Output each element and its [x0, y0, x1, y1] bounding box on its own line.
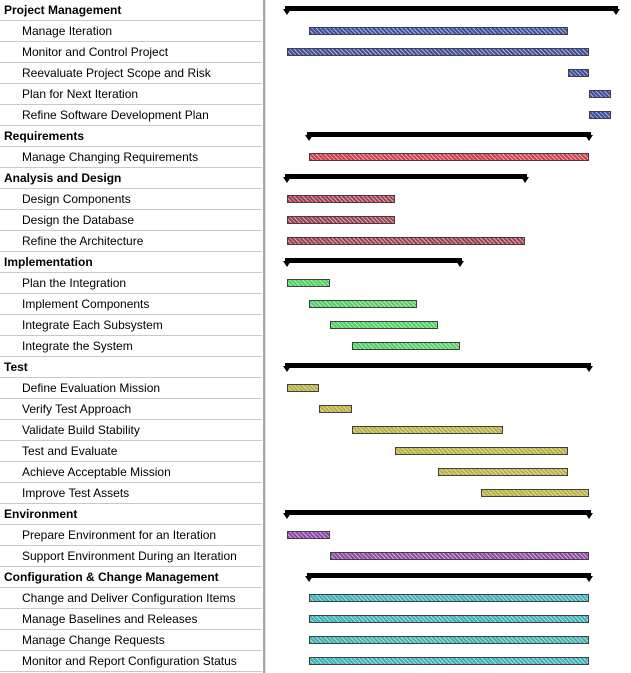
task-label: Refine Software Development Plan	[22, 108, 209, 122]
task-label: Manage Change Requests	[22, 633, 165, 647]
task-row-change-and-deliver-configuration-items[interactable]	[0, 588, 262, 609]
task-row-define-evaluation-mission[interactable]	[0, 378, 262, 399]
task-label: Monitor and Control Project	[22, 45, 169, 59]
task-label: Change and Deliver Configuration Items	[22, 591, 236, 605]
task-row-implement-components[interactable]	[0, 294, 262, 315]
task-row-verify-test-approach[interactable]	[0, 399, 262, 420]
task-bar-manage-changing-requirements[interactable]	[309, 153, 590, 161]
task-label: Design the Database	[22, 213, 135, 227]
task-bar-monitor-and-report-configuration-status[interactable]	[309, 657, 590, 665]
task-bar-integrate-each-subsystem[interactable]	[330, 321, 438, 329]
phase-row-requirements[interactable]	[0, 126, 262, 147]
task-row-manage-change-requests[interactable]	[0, 630, 262, 651]
phase-row-configuration-and-change-management[interactable]	[0, 567, 262, 588]
phase-label: Analysis and Design	[4, 171, 122, 185]
task-row-validate-build-stability[interactable]	[0, 420, 262, 441]
task-bar-design-the-database[interactable]	[287, 216, 395, 224]
task-bar-manage-baselines-and-releases[interactable]	[309, 615, 590, 623]
phase-row-implementation[interactable]	[0, 252, 262, 273]
task-bar-support-environment-during-an-iteration[interactable]	[330, 552, 589, 560]
task-bar-refine-software-development-plan[interactable]	[589, 111, 611, 119]
task-row-refine-software-development-plan[interactable]	[0, 105, 262, 126]
task-label: Refine the Architecture	[22, 234, 144, 248]
task-label: Improve Test Assets	[22, 486, 130, 500]
task-label: Manage Baselines and Releases	[22, 612, 198, 626]
task-row-prepare-environment-for-an-iteration[interactable]	[0, 525, 262, 546]
task-bar-manage-iteration[interactable]	[309, 27, 568, 35]
task-label: Achieve Acceptable Mission	[22, 465, 171, 479]
task-label: Prepare Environment for an Iteration	[22, 528, 217, 542]
task-bar-plan-the-integration[interactable]	[287, 279, 330, 287]
task-row-improve-test-assets[interactable]	[0, 483, 262, 504]
task-label: Validate Build Stability	[22, 423, 140, 437]
summary-bar-implementation[interactable]	[285, 258, 462, 263]
task-bar-prepare-environment-for-an-iteration[interactable]	[287, 531, 330, 539]
task-row-integrate-the-system[interactable]	[0, 336, 262, 357]
task-bar-improve-test-assets[interactable]	[481, 489, 589, 497]
task-row-support-environment-during-an-iteration[interactable]	[0, 546, 262, 567]
task-row-reevaluate-project-scope-and-risk[interactable]	[0, 63, 262, 84]
task-bar-define-evaluation-mission[interactable]	[287, 384, 319, 392]
task-row-refine-the-architecture[interactable]	[0, 231, 262, 252]
summary-bar-project-management[interactable]	[285, 6, 618, 11]
task-bar-test-and-evaluate[interactable]	[395, 447, 568, 455]
task-bar-verify-test-approach[interactable]	[319, 405, 351, 413]
phase-row-environment[interactable]	[0, 504, 262, 525]
task-label: Manage Iteration	[22, 24, 113, 38]
task-label: Monitor and Report Configuration Status	[22, 654, 237, 668]
task-bar-reevaluate-project-scope-and-risk[interactable]	[568, 69, 590, 77]
phase-label: Requirements	[4, 129, 85, 143]
gantt-chart-area	[266, 0, 631, 673]
phase-label: Implementation	[4, 255, 93, 269]
phase-label: Test	[4, 360, 28, 374]
task-label: Design Components	[22, 192, 131, 206]
task-bar-integrate-the-system[interactable]	[352, 342, 460, 350]
task-bar-design-components[interactable]	[287, 195, 395, 203]
task-label: Define Evaluation Mission	[22, 381, 161, 395]
task-row-monitor-and-control-project[interactable]	[0, 42, 262, 63]
task-row-monitor-and-report-configuration-status[interactable]	[0, 651, 262, 672]
task-bar-monitor-and-control-project[interactable]	[287, 48, 589, 56]
summary-bar-test[interactable]	[285, 363, 591, 368]
task-bar-implement-components[interactable]	[309, 300, 417, 308]
task-label: Plan the Integration	[22, 276, 127, 290]
phase-row-analysis-and-design[interactable]	[0, 168, 262, 189]
summary-bar-configuration-and-change-management[interactable]	[307, 573, 592, 578]
task-label: Integrate Each Subsystem	[22, 318, 163, 332]
task-label: Plan for Next Iteration	[22, 87, 139, 101]
task-bar-manage-change-requests[interactable]	[309, 636, 590, 644]
phase-row-project-management[interactable]	[0, 0, 262, 21]
task-label: Support Environment During an Iteration	[22, 549, 237, 563]
task-label: Test and Evaluate	[22, 444, 118, 458]
task-row-plan-for-next-iteration[interactable]	[0, 84, 262, 105]
task-row-test-and-evaluate[interactable]	[0, 441, 262, 462]
task-label: Integrate the System	[22, 339, 133, 353]
task-label: Implement Components	[22, 297, 150, 311]
task-row-achieve-acceptable-mission[interactable]	[0, 462, 262, 483]
phase-label: Environment	[4, 507, 78, 521]
task-bar-refine-the-architecture[interactable]	[287, 237, 525, 245]
summary-bar-environment[interactable]	[285, 510, 591, 515]
phase-label: Project Management	[4, 3, 122, 17]
task-name-column	[0, 0, 263, 673]
task-bar-validate-build-stability[interactable]	[352, 426, 503, 434]
task-row-design-the-database[interactable]	[0, 210, 262, 231]
task-row-design-components[interactable]	[0, 189, 262, 210]
task-row-manage-changing-requirements[interactable]	[0, 147, 262, 168]
phase-row-test[interactable]	[0, 357, 262, 378]
task-row-manage-baselines-and-releases[interactable]	[0, 609, 262, 630]
summary-bar-analysis-and-design[interactable]	[285, 174, 527, 179]
task-row-integrate-each-subsystem[interactable]	[0, 315, 262, 336]
phase-label: Configuration & Change Management	[4, 570, 219, 584]
task-label: Manage Changing Requirements	[22, 150, 199, 164]
task-row-plan-the-integration[interactable]	[0, 273, 262, 294]
summary-bar-requirements[interactable]	[307, 132, 592, 137]
task-bar-achieve-acceptable-mission[interactable]	[438, 468, 568, 476]
task-bar-plan-for-next-iteration[interactable]	[589, 90, 611, 98]
task-label: Reevaluate Project Scope and Risk	[22, 66, 211, 80]
task-label: Verify Test Approach	[22, 402, 132, 416]
task-row-manage-iteration[interactable]	[0, 21, 262, 42]
task-bar-change-and-deliver-configuration-items[interactable]	[309, 594, 590, 602]
